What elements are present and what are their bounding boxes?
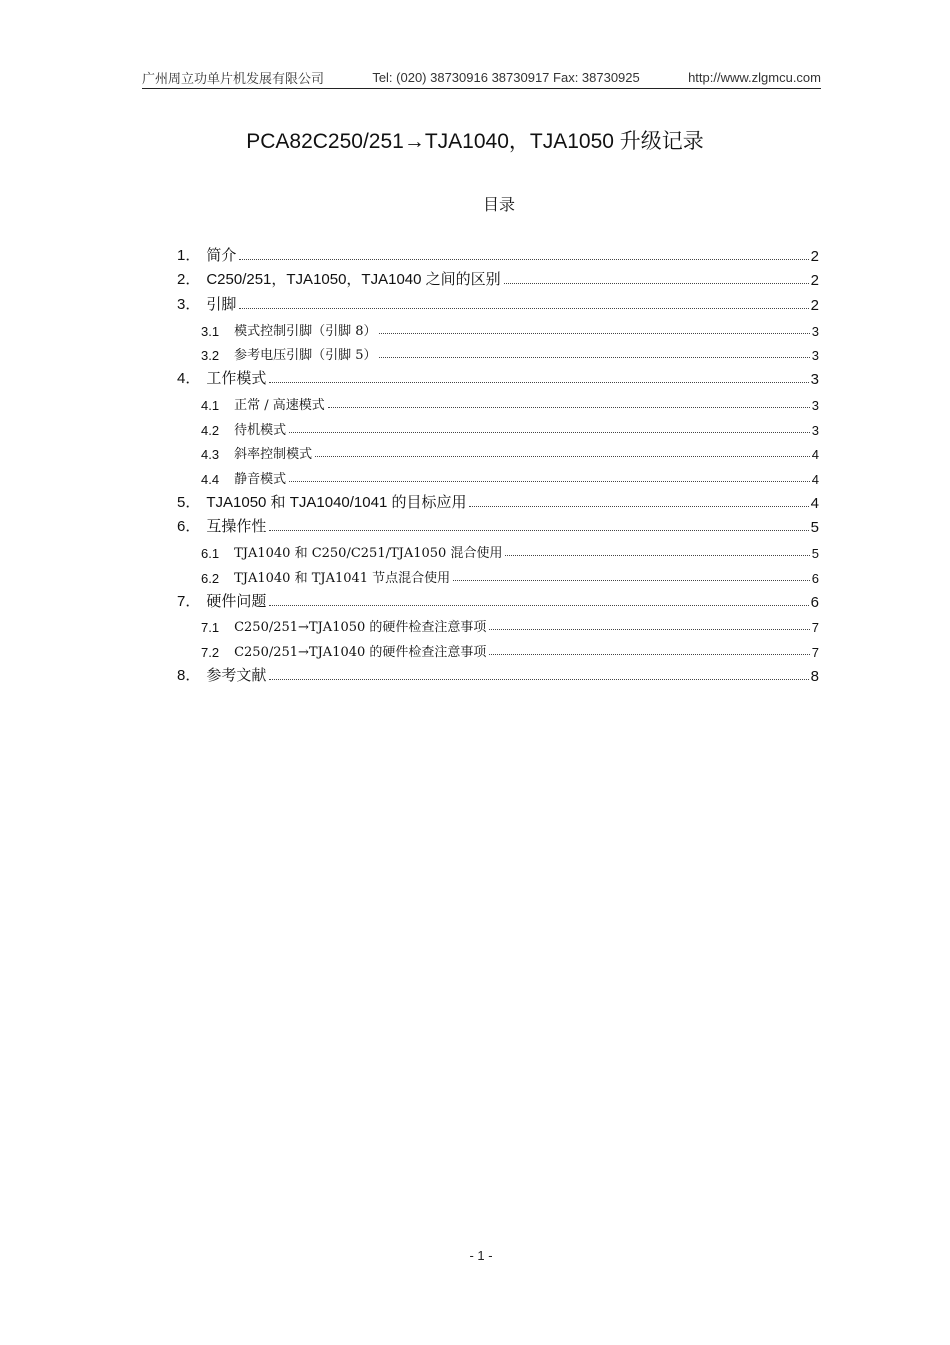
toc-entry-number: 4．: [177, 369, 201, 387]
toc-leader-dots: [379, 333, 809, 334]
toc-entry[interactable]: [177, 611, 819, 636]
table-of-contents: [177, 240, 819, 685]
toc-entry-number: 3.2: [201, 348, 220, 364]
toc-entry-number: 4.4: [201, 472, 220, 488]
toc-entry-number: 4.1: [201, 397, 220, 413]
toc-entry-label: C250/251→TJA1040 的硬件检查注意事项: [234, 645, 487, 661]
contact-info: Tel: (020) 38730916 38730917 Fax: 38730925: [372, 69, 640, 85]
toc-entry[interactable]: [177, 363, 819, 388]
toc-entry-label: C250/251，TJA1050，TJA1040 之间的区别: [206, 271, 501, 289]
toc-entry-page: 5: [810, 519, 819, 537]
toc-entry-page: 2: [810, 247, 819, 265]
toc-entry-label: 模式控制引脚（引脚 8）: [234, 323, 377, 339]
toc-entry-label: 参考电压引脚（引脚 5）: [234, 348, 377, 364]
toc-entry[interactable]: [177, 561, 819, 586]
toc-entry[interactable]: [177, 536, 819, 561]
toc-entry[interactable]: [177, 388, 819, 413]
toc-entry-page: 3: [811, 323, 819, 339]
toc-entry-number: 6.1: [201, 546, 220, 562]
toc-entry-label: C250/251→TJA1050 的硬件检查注意事项: [234, 620, 487, 636]
toc-entry-number: 3.1: [201, 323, 220, 339]
toc-entry-label: TJA1050 和 TJA1040/1041 的目标应用: [206, 493, 467, 511]
toc-leader-dots: [239, 308, 808, 309]
toc-entry-number: 5．: [177, 493, 201, 511]
toc-entry-label: 斜率控制模式: [234, 447, 313, 463]
toc-entry[interactable]: [177, 240, 819, 265]
toc-entry-label: TJA1040 和 C250/C251/TJA1050 混合使用: [234, 546, 503, 562]
toc-entry[interactable]: [177, 438, 819, 463]
toc-leader-dots: [289, 481, 810, 482]
toc-leader-dots: [504, 283, 809, 284]
toc-entry-number: 6.2: [201, 570, 220, 586]
toc-entry-page: 4: [810, 494, 819, 512]
toc-leader-dots: [489, 654, 809, 655]
toc-entry-number: 6．: [177, 518, 201, 536]
toc-entry[interactable]: [177, 586, 819, 611]
toc-entry-label: 简介: [206, 246, 237, 264]
toc-entry-label: 待机模式: [234, 422, 287, 438]
toc-entry[interactable]: [177, 314, 819, 339]
toc-entry[interactable]: [177, 512, 819, 537]
toc-leader-dots: [328, 407, 810, 408]
toc-leader-dots: [315, 456, 810, 457]
toc-entry[interactable]: [177, 265, 819, 290]
company-name: 广州周立功单片机发展有限公司: [142, 71, 325, 87]
toc-entry-page: 4: [811, 472, 819, 488]
toc-entry-page: 3: [811, 397, 819, 413]
toc-leader-dots: [239, 259, 808, 260]
toc-leader-dots: [289, 432, 810, 433]
toc-entry[interactable]: [177, 413, 819, 438]
toc-leader-dots: [269, 382, 808, 383]
toc-entry-label: 参考文献: [206, 666, 267, 684]
toc-entry-page: 3: [810, 370, 819, 388]
toc-entry-number: 7.1: [201, 620, 220, 636]
page-number: - 1 -: [469, 1248, 493, 1263]
toc-leader-dots: [379, 357, 809, 358]
toc-entry-number: 8．: [177, 666, 201, 684]
toc-leader-dots: [269, 605, 808, 606]
toc-entry[interactable]: [177, 635, 819, 660]
toc-entry[interactable]: [177, 487, 819, 512]
toc-entry[interactable]: [177, 339, 819, 364]
toc-entry-number: 7．: [177, 592, 201, 610]
toc-entry-page: 7: [811, 645, 819, 661]
toc-entry-page: 2: [810, 296, 819, 314]
toc-entry-page: 6: [810, 593, 819, 611]
toc-entry-label: 硬件问题: [206, 592, 267, 610]
toc-entry-page: 3: [811, 422, 819, 438]
toc-entry-number: 7.2: [201, 645, 220, 661]
toc-entry[interactable]: [177, 289, 819, 314]
page-header: [142, 66, 821, 89]
toc-entry-page: 7: [811, 620, 819, 636]
toc-entry-label: 静音模式: [234, 472, 287, 488]
toc-entry-number: 2．: [177, 271, 201, 289]
toc-leader-dots: [469, 506, 808, 507]
toc-entry-label: 正常 / 高速模式: [234, 397, 325, 413]
toc-heading: 目录: [482, 197, 515, 214]
toc-leader-dots: [453, 580, 810, 581]
website-url: http://www.zlgmcu.com: [688, 69, 821, 85]
toc-leader-dots: [505, 555, 809, 556]
toc-entry-page: 5: [811, 546, 819, 562]
toc-entry-number: 1．: [177, 246, 201, 264]
toc-entry-number: 4.2: [201, 422, 220, 438]
toc-entry-label: 互操作性: [206, 518, 267, 536]
toc-entry[interactable]: [177, 462, 819, 487]
toc-entry-page: 8: [810, 667, 819, 685]
toc-entry-label: 工作模式: [206, 369, 267, 387]
toc-entry-page: 4: [811, 447, 819, 463]
toc-entry-label: 引脚: [206, 295, 237, 313]
toc-entry-number: 4.3: [201, 447, 220, 463]
toc-entry-number: 3．: [177, 295, 201, 313]
toc-leader-dots: [489, 629, 809, 630]
toc-entry-page: 2: [810, 272, 819, 290]
document-title: PCA82C250/251→TJA1040，TJA1050 升级记录: [246, 130, 704, 153]
toc-entry-label: TJA1040 和 TJA1041 节点混合使用: [234, 570, 451, 586]
toc-entry-page: 6: [811, 570, 819, 586]
toc-leader-dots: [269, 530, 808, 531]
toc-leader-dots: [269, 679, 808, 680]
toc-entry-page: 3: [811, 348, 819, 364]
toc-entry[interactable]: [177, 660, 819, 685]
